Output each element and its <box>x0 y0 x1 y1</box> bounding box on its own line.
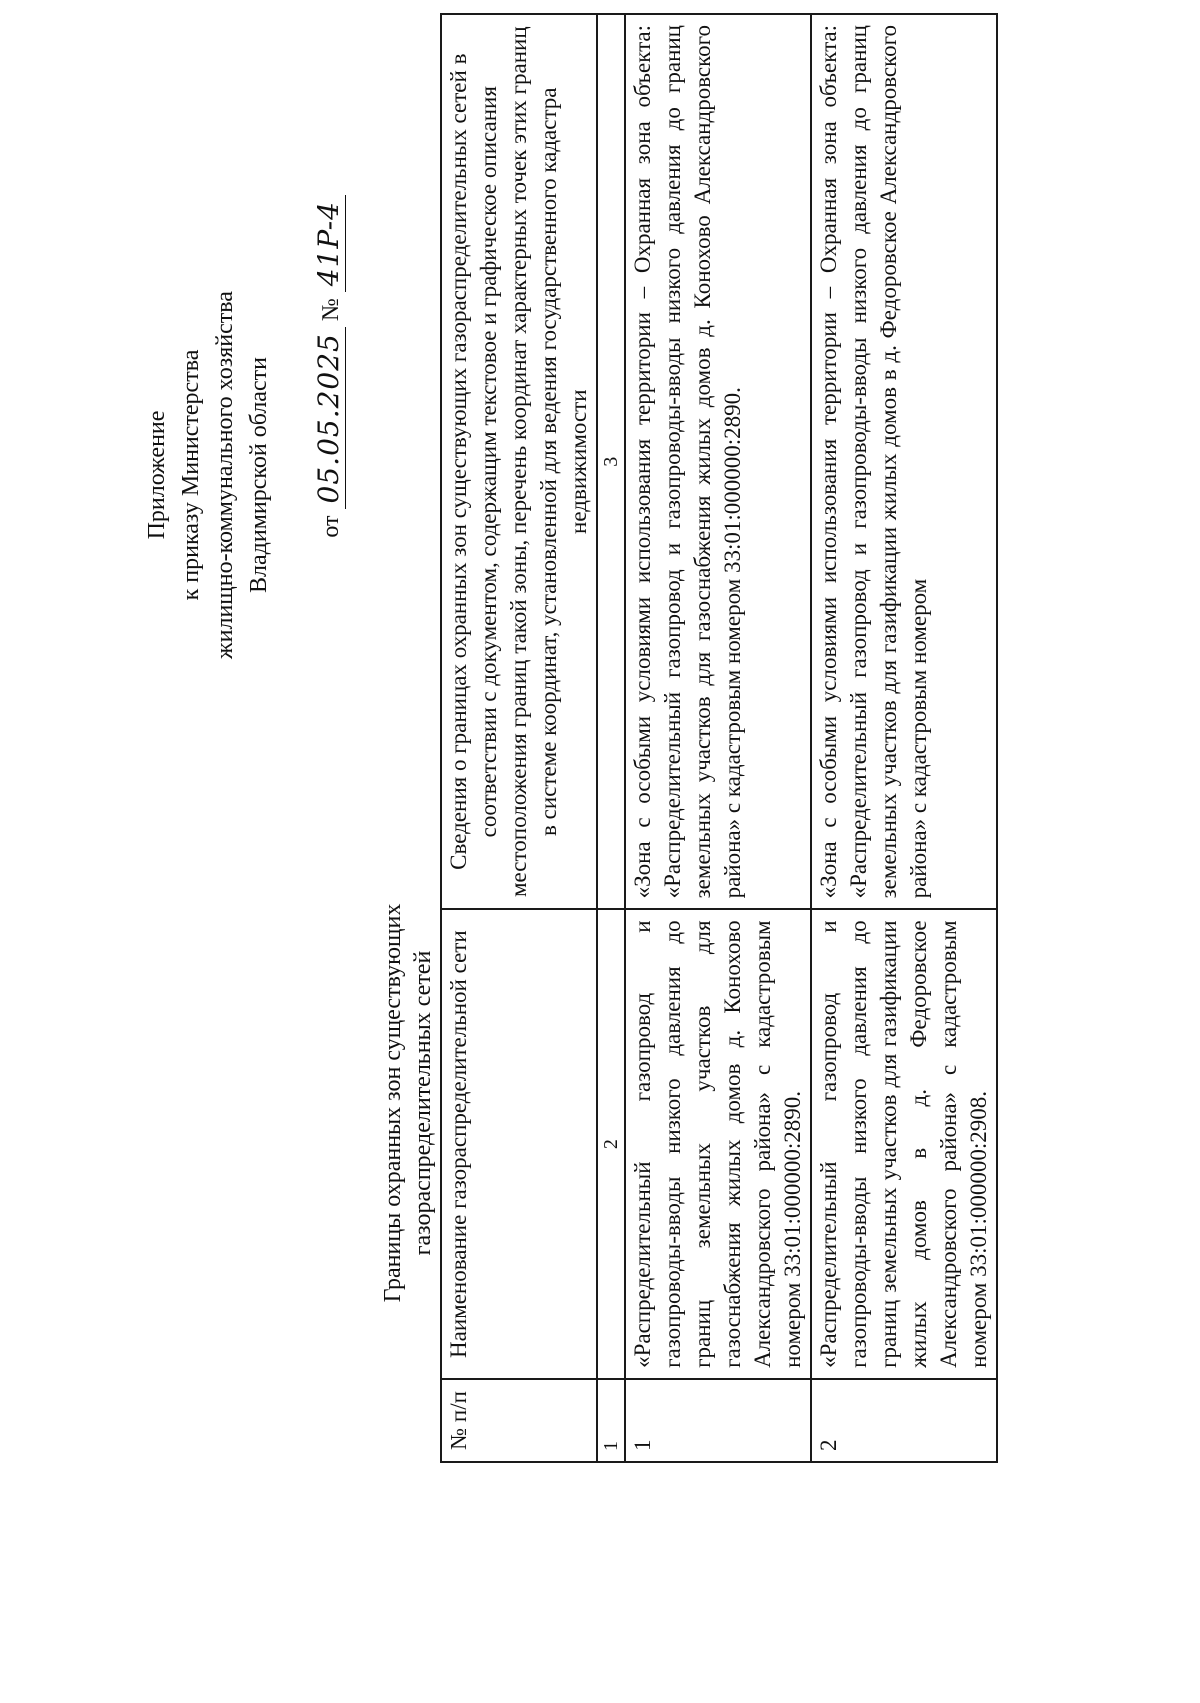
network-name-cell: «Распределительный газопровод и газопроводы-вводы низкого давления до границ земельных участков для газификации жилых домов в д. Федоровское Александровского района» с кадастровым номером 33:01:000000:2908. <box>811 909 997 1379</box>
appendix-label: Приложение <box>144 410 170 540</box>
row-number: 1 <box>625 1379 811 1462</box>
index-row <box>597 14 625 1462</box>
header-number: № п/п <box>441 1379 597 1462</box>
network-name-cell: «Распределительный газопровод и газопроводы-вводы низкого давления до границ земельных участков для газоснабжения жилых домов д. Конохово Александровского района» с кадастровым номером 33:01:000000:2890. <box>625 909 811 1379</box>
order-date: 05.05.2025 <box>312 327 346 509</box>
header-row <box>441 14 597 1462</box>
header-network-name: Наименование газораспределительной сети <box>441 909 597 1379</box>
document-title <box>378 823 438 1383</box>
appendix-ministry: жилищно-коммунального хозяйства <box>212 291 238 659</box>
zone-info-cell: «Зона с особыми условиями использования территории – Охранная зона объекта: «Распределительный газопровод и газопроводы-вводы низкого давления до границ земельных участков для газификации жилых домов в д. Федоровское Александровского района» с кадастровым номером <box>811 14 997 909</box>
appendix-order-ref: к приказу Министерства <box>178 349 204 601</box>
appendix-header <box>140 195 348 755</box>
table-row <box>625 14 811 1462</box>
order-date-number <box>312 195 348 755</box>
header-zone-info: Сведения о границах охранных зон существующих газораспределительных сетей в соответствии с документом, содержащим текстовое и графическое описания местоположения границ такой зоны, перечень координат характерных точек этих границ в системе координат, установленной для ведения государственного кадастра недвижимости <box>441 14 597 909</box>
index-cell-3: 3 <box>597 14 625 909</box>
index-cell-1: 1 <box>597 1379 625 1462</box>
title-line-2: газораспределительных сетей <box>410 950 436 1256</box>
table-row <box>811 14 997 1462</box>
zones-table <box>440 13 998 1463</box>
index-cell-2: 2 <box>597 909 625 1379</box>
order-number: 41P-4 <box>312 195 346 292</box>
appendix-region: Владимирской области <box>246 357 272 593</box>
number-sign: № <box>318 298 344 322</box>
title-line-1: Границы охранных зон существующих <box>380 903 406 1303</box>
zone-info-cell: «Зона с особыми условиями использования территории – Охранная зона объекта: «Распределительный газопровод и газопроводы-вводы низкого давления до границ земельных участков для газоснабжения жилых домов д. Конохово Александровского района» с кадастровым номером 33:01:000000:2890. <box>625 14 811 909</box>
row-number: 2 <box>811 1379 997 1462</box>
date-prefix: от <box>318 515 344 538</box>
